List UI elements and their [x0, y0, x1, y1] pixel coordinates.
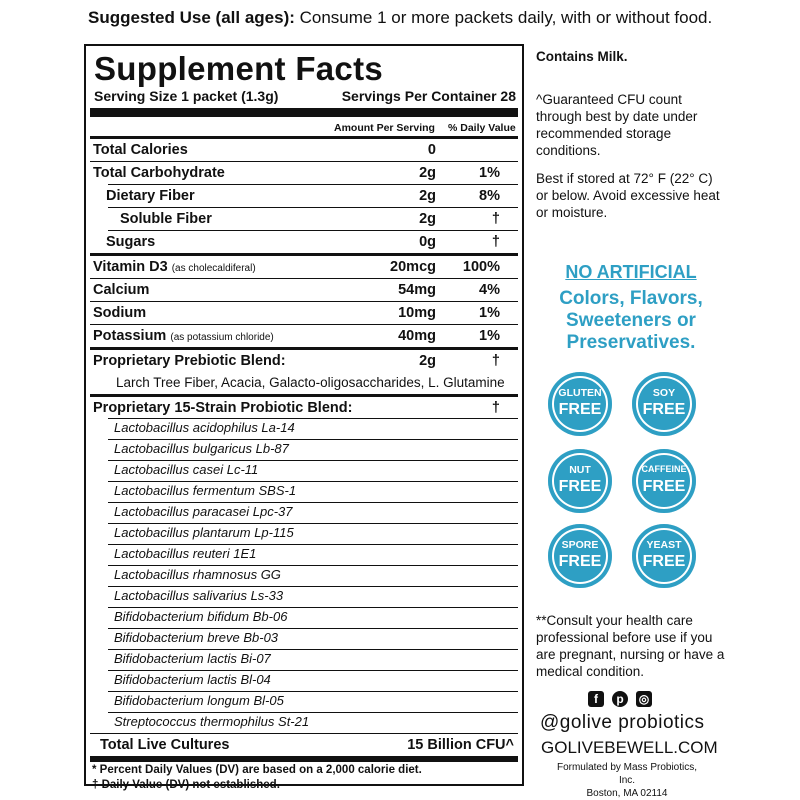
- strain-item: Bifidobacterium lactis Bl-04: [114, 672, 271, 687]
- suggested-use-label: Suggested Use (all ages):: [88, 8, 295, 27]
- nutrient-row: [90, 231, 518, 253]
- nutrient-dv: 1%: [479, 328, 500, 344]
- social-handle[interactable]: @golive probiotics: [540, 712, 705, 733]
- strain-item: Lactobacillus fermentum SBS-1: [114, 483, 297, 498]
- suggested-use: [88, 8, 712, 28]
- col-dv-header: % Daily Value: [448, 122, 516, 134]
- spore-free-badge: SPORE FREE: [548, 524, 612, 588]
- col-amount-header: Amount Per Serving: [334, 122, 435, 134]
- nutrient-dv: 8%: [479, 188, 500, 204]
- nutrient-dv: †: [491, 211, 500, 227]
- website-link[interactable]: GOLIVEBEWELL.COM: [541, 738, 718, 757]
- prebiotic-label: Proprietary Prebiotic Blend:: [93, 353, 286, 369]
- nutrient-row: [90, 162, 518, 184]
- divider: [108, 607, 518, 608]
- nutrient-note: (as potassium chloride): [170, 332, 274, 343]
- probiotic-dv: †: [491, 400, 500, 416]
- no-artificial-text: Colors, Flavors, Sweeteners or Preservatives.: [559, 288, 703, 353]
- divider: [108, 712, 518, 713]
- nutrient-amount: 40mg: [398, 328, 436, 344]
- divider: [108, 628, 518, 629]
- nutrient-row: [90, 208, 518, 230]
- nutrient-note: (as cholecaldiferal): [171, 263, 256, 274]
- formulated-line-1: Formulated by Mass Probiotics, Inc.: [556, 762, 698, 786]
- nutrient-label: Dietary Fiber: [106, 188, 195, 204]
- nutrient-row: [90, 279, 518, 301]
- nutrient-label: Soluble Fiber: [120, 211, 212, 227]
- no-artificial-title: NO ARTIFICIAL: [565, 262, 697, 282]
- divider: [108, 502, 518, 503]
- footnote-dv: * Percent Daily Values (DV) are based on a 2,000 calorie diet.: [92, 764, 422, 776]
- nut-free-badge: NUT FREE: [548, 449, 612, 513]
- nutrient-label: Sugars: [106, 234, 156, 250]
- nutrient-amount: 2g: [419, 188, 436, 204]
- cfu-note: ^Guaranteed CFU count through best by date under recommended storage conditions.: [536, 92, 698, 158]
- nutrient-row: [90, 302, 518, 324]
- prebiotic-amount: 2g: [419, 353, 436, 369]
- nutrient-dv: 100%: [462, 259, 500, 275]
- total-live-label: Total Live Cultures: [100, 737, 230, 753]
- divider: [108, 418, 518, 419]
- nutrient-row: [90, 256, 518, 278]
- panel-title: Supplement Facts: [94, 50, 384, 87]
- strain-item: Lactobacillus rhamnosus GG: [114, 567, 281, 582]
- divider-thick: [90, 756, 518, 762]
- divider: [108, 544, 518, 545]
- nutrient-amount: 2g: [419, 165, 436, 181]
- nutrient-label: Vitamin D3 (as cholecaldiferal): [93, 259, 256, 275]
- prebiotic-dv: †: [491, 353, 500, 369]
- serving-info: [94, 88, 516, 104]
- nutrient-dv: 4%: [479, 282, 500, 298]
- divider: [108, 691, 518, 692]
- divider: [108, 565, 518, 566]
- strain-item: Lactobacillus paracasei Lpc-37: [114, 504, 293, 519]
- social-icons: [588, 691, 652, 707]
- nutrient-amount: 20mcg: [390, 259, 436, 275]
- divider-thick: [90, 108, 518, 117]
- gluten-free-badge: GLUTEN FREE: [548, 372, 612, 436]
- footnote-dagger: † Daily Value (DV) not established.: [92, 779, 280, 791]
- formulated-by: [552, 761, 702, 800]
- nutrient-amount: 0g: [419, 234, 436, 250]
- storage-note: Best if stored at 72° F (22° C) or below. Avoid excessive heat or moisture.: [536, 171, 720, 220]
- strain-item: Lactobacillus reuteri 1E1: [114, 546, 257, 561]
- divider: [108, 670, 518, 671]
- nutrient-dv: 1%: [479, 305, 500, 321]
- nutrient-dv: 1%: [479, 165, 500, 181]
- strain-item: Lactobacillus plantarum Lp-115: [114, 525, 294, 540]
- strain-item: Bifidobacterium lactis Bi-07: [114, 651, 271, 666]
- servings-per-container: Servings Per Container 28: [341, 88, 516, 104]
- divider: [108, 481, 518, 482]
- suggested-use-text: Consume 1 or more packets daily, with or without food.: [294, 8, 713, 27]
- pinterest-icon[interactable]: p: [612, 691, 628, 707]
- divider: [108, 460, 518, 461]
- prebiotic-blend-row: [90, 350, 518, 372]
- divider: [108, 439, 518, 440]
- strain-item: Bifidobacterium longum Bl-05: [114, 693, 284, 708]
- nutrient-label: Total Carbohydrate: [93, 165, 225, 181]
- nutrient-amount: 10mg: [398, 305, 436, 321]
- nutrient-dv: †: [491, 234, 500, 250]
- contains-milk: Contains Milk.: [536, 49, 628, 64]
- supplement-facts-panel: [84, 44, 524, 791]
- strain-item: Bifidobacterium bifidum Bb-06: [114, 609, 288, 624]
- strain-item: Lactobacillus casei Lc-11: [114, 462, 259, 477]
- probiotic-blend-row: [90, 397, 518, 419]
- yeast-free-badge: YEAST FREE: [632, 524, 696, 588]
- divider: [108, 523, 518, 524]
- nutrient-row: [90, 185, 518, 207]
- nutrient-row: [90, 139, 518, 161]
- divider: [108, 649, 518, 650]
- prebiotic-ingredients: Larch Tree Fiber, Acacia, Galacto-oligosaccharides, L. Glutamine: [116, 375, 505, 390]
- total-live-amount: 15 Billion CFU^: [407, 737, 514, 753]
- strain-item: Lactobacillus salivarius Ls-33: [114, 588, 284, 603]
- caffeine-free-badge: CAFFEINE FREE: [632, 449, 696, 513]
- formulated-line-2: Boston, MA 02114: [586, 788, 668, 799]
- nutrient-row: [90, 325, 518, 347]
- soy-free-badge: SOY FREE: [632, 372, 696, 436]
- serving-size: Serving Size 1 packet (1.3g): [94, 88, 279, 104]
- nutrient-label: Sodium: [93, 305, 147, 321]
- strain-item: Streptococcus thermophilus St-21: [114, 714, 310, 729]
- divider: [108, 586, 518, 587]
- nutrient-label: Calcium: [93, 282, 150, 298]
- instagram-icon[interactable]: ◎: [636, 691, 652, 707]
- facebook-icon[interactable]: f: [588, 691, 604, 707]
- nutrient-amount: 2g: [419, 211, 436, 227]
- strain-item: Lactobacillus bulgaricus Lb-87: [114, 441, 289, 456]
- total-live-cultures-row: [90, 734, 518, 756]
- strain-item: Lactobacillus acidophilus La-14: [114, 420, 295, 435]
- nutrient-amount: 0: [427, 142, 436, 158]
- nutrient-label: Total Calories: [93, 142, 188, 158]
- probiotic-label: Proprietary 15-Strain Probiotic Blend:: [93, 400, 353, 416]
- nutrient-label: Potassium (as potassium chloride): [93, 328, 274, 344]
- consult-note: **Consult your health care professional before use if you are pregnant, nursing or have a medical condition.: [536, 613, 725, 679]
- nutrient-amount: 54mg: [398, 282, 436, 298]
- strain-item: Bifidobacterium breve Bb-03: [114, 630, 279, 645]
